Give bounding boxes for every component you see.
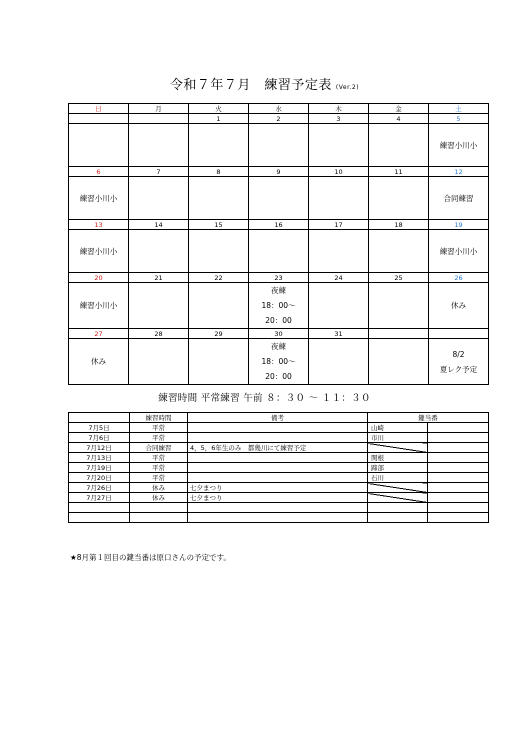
- time-cell: 休み: [130, 483, 188, 493]
- day-event-cell: [129, 283, 189, 329]
- time-cell: 平常: [130, 423, 188, 433]
- weekday-header-row: [69, 104, 489, 114]
- note-cell: [188, 453, 368, 463]
- event-line: 練習小川小: [79, 193, 118, 203]
- note-cell: 4，5，6年生のみ 都幾川にて練習予定: [188, 443, 368, 453]
- day-event-cell: [369, 177, 429, 220]
- event-line: 練習小川小: [79, 246, 118, 256]
- note-cell: [188, 423, 368, 433]
- time-cell: 休み: [130, 493, 188, 503]
- day-event-cell: [369, 230, 429, 273]
- date-number-cell: 13: [69, 220, 129, 230]
- title-main: 令和７年７月 練習予定表: [169, 78, 332, 93]
- date-cell: 7月12日: [69, 443, 130, 453]
- date-number-cell: 3: [309, 114, 369, 124]
- week-date-row: [69, 167, 489, 177]
- key-holder-cell: 山崎: [368, 423, 428, 433]
- weekday-cell: 金: [369, 104, 429, 114]
- practice-row: [69, 433, 489, 443]
- practice-row: [69, 483, 489, 493]
- event-line: 20：00: [265, 372, 292, 381]
- date-cell: 7月19日: [69, 463, 130, 473]
- key-holder-cell-2: [428, 503, 489, 513]
- weekday-cell: 月: [129, 104, 189, 114]
- date-number-cell: 26: [429, 273, 489, 283]
- key-holder-cell-2: [428, 463, 489, 473]
- key-holder-cell: 市川: [368, 433, 428, 443]
- date-number-cell: 5: [429, 114, 489, 124]
- day-event-cell: [69, 177, 129, 220]
- date-number-cell: [69, 114, 129, 124]
- day-event-cell: [429, 339, 489, 385]
- note-cell: [188, 503, 368, 513]
- date-number-cell: [429, 329, 489, 339]
- key-holder-cell-2: [428, 473, 489, 483]
- date-number-cell: [369, 329, 429, 339]
- note-cell: 七夕まつり: [188, 493, 368, 503]
- date-number-cell: 10: [309, 167, 369, 177]
- day-event-cell: [129, 339, 189, 385]
- week-body-row: [69, 177, 489, 220]
- event-line: 18：00～: [261, 357, 296, 366]
- footer-note: ★8月第１回目の鍵当番は原口さんの予定です。: [70, 553, 231, 562]
- key-holder-cell-2: [428, 483, 489, 493]
- key-holder-cell-2: [428, 493, 489, 503]
- week-date-row: [69, 220, 489, 230]
- date-cell: [69, 503, 130, 513]
- event-line: 18：00～: [261, 301, 296, 310]
- practice-row: [69, 453, 489, 463]
- date-number-cell: 28: [129, 329, 189, 339]
- practice-row: [69, 513, 489, 523]
- day-event-cell: [369, 339, 429, 385]
- header-time-cell: 練習時間: [130, 413, 188, 423]
- date-number-cell: 11: [369, 167, 429, 177]
- date-number-cell: 4: [369, 114, 429, 124]
- key-holder-cell: [368, 483, 428, 493]
- header-note-cell: 備考: [188, 413, 368, 423]
- day-event-cell: [429, 230, 489, 273]
- day-event-cell: [129, 124, 189, 167]
- week-body-row: [69, 283, 489, 329]
- key-holder-cell-2: [428, 443, 489, 453]
- key-holder-cell: [368, 513, 428, 523]
- practice-time: 練習時間 平常練習 午前 ８：３０ ～ １１：３０: [158, 393, 371, 404]
- practice-row: [69, 423, 489, 433]
- key-holder-cell: 石川: [368, 473, 428, 483]
- header-key-cell: 鍵当番: [368, 413, 489, 423]
- weekday-cell: 木: [309, 104, 369, 114]
- day-event-cell: [189, 124, 249, 167]
- date-number-cell: [129, 114, 189, 124]
- date-cell: 7月27日: [69, 493, 130, 503]
- page-title: [0, 74, 529, 93]
- day-event-cell: [429, 124, 489, 167]
- time-cell: 平常: [130, 473, 188, 483]
- event-line: 夏レク予定: [439, 364, 478, 374]
- date-cell: 7月6日: [69, 433, 130, 443]
- note-cell: [188, 473, 368, 483]
- date-number-cell: 1: [189, 114, 249, 124]
- week-body-row: [69, 230, 489, 273]
- event-line: 夜練: [271, 286, 286, 295]
- date-number-cell: 8: [189, 167, 249, 177]
- date-number-cell: 6: [69, 167, 129, 177]
- day-event-cell: [309, 124, 369, 167]
- event-line: 休み: [451, 301, 466, 310]
- date-cell: 7月20日: [69, 473, 130, 483]
- day-event-cell: [369, 283, 429, 329]
- practice-row: [69, 493, 489, 503]
- date-number-cell: 14: [129, 220, 189, 230]
- day-event-cell: [69, 339, 129, 385]
- day-event-cell: [69, 230, 129, 273]
- key-holder-cell-2: [428, 433, 489, 443]
- date-number-cell: 19: [429, 220, 489, 230]
- practice-row: [69, 503, 489, 513]
- key-holder-cell-2: [428, 453, 489, 463]
- practice-row: [69, 463, 489, 473]
- day-event-cell: [189, 339, 249, 385]
- time-cell: 平常: [130, 453, 188, 463]
- date-cell: [69, 513, 130, 523]
- week-body-row: [69, 339, 489, 385]
- date-number-cell: 7: [129, 167, 189, 177]
- date-number-cell: 21: [129, 273, 189, 283]
- date-number-cell: 23: [249, 273, 309, 283]
- event-line: 20：00: [265, 316, 292, 325]
- note-cell: [188, 433, 368, 443]
- day-event-cell: [309, 339, 369, 385]
- week-body-row: [69, 124, 489, 167]
- day-event-cell: [249, 283, 309, 329]
- day-event-cell: [429, 177, 489, 220]
- day-event-cell: [129, 177, 189, 220]
- event-line: 夜練: [271, 342, 286, 351]
- key-holder-cell: [368, 493, 428, 503]
- key-holder-cell-2: [428, 423, 489, 433]
- key-holder-cell-2: [428, 513, 489, 523]
- time-cell: 平常: [130, 433, 188, 443]
- key-holder-cell: 関根: [368, 453, 428, 463]
- date-number-cell: 25: [369, 273, 429, 283]
- date-number-cell: 17: [309, 220, 369, 230]
- date-number-cell: 18: [369, 220, 429, 230]
- event-line: 練習小川小: [79, 301, 118, 310]
- practice-row: [69, 443, 489, 453]
- note-cell: [188, 513, 368, 523]
- practice-table: [68, 412, 489, 523]
- calendar-table: [68, 103, 489, 385]
- weekday-cell: 火: [189, 104, 249, 114]
- day-event-cell: [369, 124, 429, 167]
- key-holder-cell: [368, 443, 428, 453]
- title-version: (Ver.2): [335, 84, 360, 91]
- day-event-cell: [249, 177, 309, 220]
- day-event-cell: [309, 283, 369, 329]
- note-cell: 七夕まつり: [188, 483, 368, 493]
- date-number-cell: 15: [189, 220, 249, 230]
- weekday-cell: 日: [69, 104, 129, 114]
- week-date-row: [69, 273, 489, 283]
- day-event-cell: [249, 124, 309, 167]
- day-event-cell: [129, 230, 189, 273]
- note-cell: [188, 463, 368, 473]
- day-event-cell: [69, 124, 129, 167]
- week-date-row: [69, 329, 489, 339]
- day-event-cell: [249, 339, 309, 385]
- date-number-cell: 27: [69, 329, 129, 339]
- date-number-cell: 30: [249, 329, 309, 339]
- event-line: 8/2: [452, 349, 465, 359]
- weekday-cell: 土: [429, 104, 489, 114]
- week-date-row: [69, 114, 489, 124]
- day-event-cell: [189, 230, 249, 273]
- date-number-cell: 22: [189, 273, 249, 283]
- time-cell: 合同練習: [130, 443, 188, 453]
- date-number-cell: 24: [309, 273, 369, 283]
- event-line: 練習小川小: [439, 246, 478, 256]
- time-cell: [130, 513, 188, 523]
- event-line: 練習小川小: [439, 140, 478, 150]
- time-cell: [130, 503, 188, 513]
- date-number-cell: 31: [309, 329, 369, 339]
- practice-row: [69, 473, 489, 483]
- date-number-cell: 2: [249, 114, 309, 124]
- date-number-cell: 16: [249, 220, 309, 230]
- header-date-cell: [69, 413, 130, 423]
- date-number-cell: 29: [189, 329, 249, 339]
- date-cell: 7月5日: [69, 423, 130, 433]
- time-cell: 平常: [130, 463, 188, 473]
- date-number-cell: 9: [249, 167, 309, 177]
- day-event-cell: [249, 230, 309, 273]
- date-cell: 7月26日: [69, 483, 130, 493]
- event-line: 休み: [91, 357, 106, 366]
- day-event-cell: [429, 283, 489, 329]
- date-number-cell: 20: [69, 273, 129, 283]
- day-event-cell: [189, 177, 249, 220]
- weekday-cell: 水: [249, 104, 309, 114]
- key-holder-cell: [368, 503, 428, 513]
- date-cell: 7月13日: [69, 453, 130, 463]
- date-number-cell: 12: [429, 167, 489, 177]
- day-event-cell: [189, 283, 249, 329]
- key-holder-cell: 蹄部: [368, 463, 428, 473]
- day-event-cell: [309, 177, 369, 220]
- practice-header-row: [69, 413, 489, 423]
- event-line: 合同練習: [443, 193, 474, 203]
- day-event-cell: [69, 283, 129, 329]
- day-event-cell: [309, 230, 369, 273]
